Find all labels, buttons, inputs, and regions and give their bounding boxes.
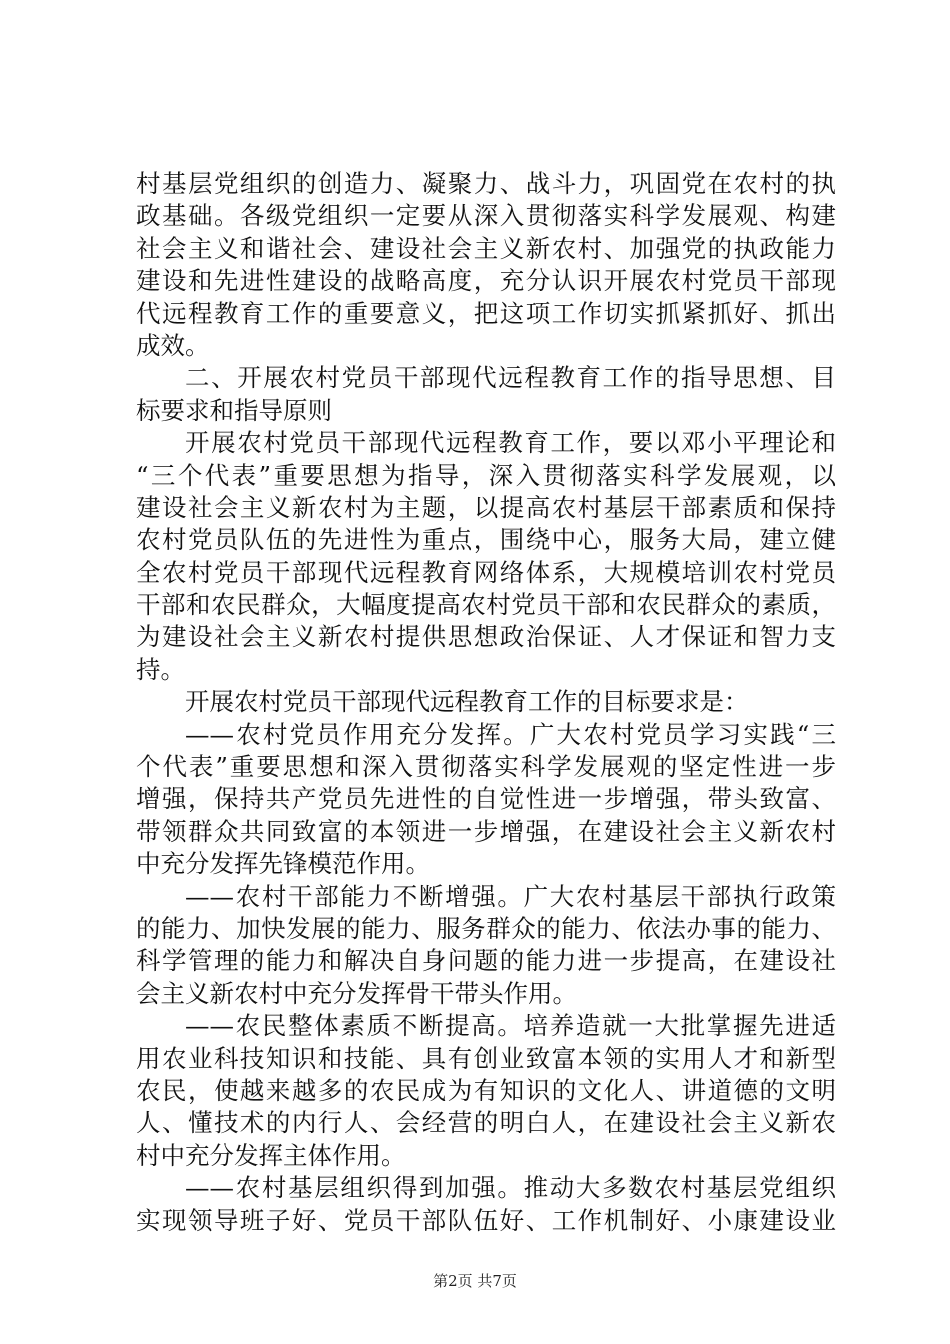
text-line: ——农村基层组织得到加强。推动大多数农村基层党组织 <box>185 1173 836 1203</box>
text-line: 开展农村党员干部现代远程教育工作的目标要求是： <box>185 687 749 717</box>
text-line: 代远程教育工作的重要意义，把这项工作切实抓紧抓好、抓出 <box>136 298 836 328</box>
text-line: 开展农村党员干部现代远程教育工作，要以邓小平理论和 <box>185 428 836 458</box>
text-line: 干部和农民群众，大幅度提高农村党员干部和农民群众的素质， <box>136 590 836 620</box>
text-line: 中充分发挥先锋模范作用。 <box>136 849 430 879</box>
text-line: 增强，保持共产党员先进性的自觉性进一步增强，带头致富、 <box>136 784 836 814</box>
text-line: 社会主义和谐社会、建设社会主义新农村、加强党的执政能力 <box>136 233 836 263</box>
text-line: 村基层党组织的创造力、凝聚力、战斗力，巩固党在农村的执 <box>136 169 836 198</box>
text-line: 村中充分发挥主体作用。 <box>136 1140 406 1170</box>
text-line: 全农村党员干部现代远程教育网络体系，大规模培训农村党员 <box>136 557 836 587</box>
text-line: “三个代表”重要思想为指导，深入贯彻落实科学发展观，以 <box>136 460 836 490</box>
text-line: 标要求和指导原则 <box>136 395 332 425</box>
text-line: 实现领导班子好、党员干部队伍好、工作机制好、小康建设业 <box>136 1205 836 1235</box>
text-line: 科学管理的能力和解决自身问题的能力进一步提高，在建设社 <box>136 946 836 976</box>
page-number: 第2页 共7页 <box>433 1272 517 1290</box>
text-line: 农村党员队伍的先进性为重点，围绕中心，服务大局，建立健 <box>136 525 836 555</box>
text-line: ——农村党员作用充分发挥。广大农村党员学习实践“三 <box>185 719 836 749</box>
text-line: 会主义新农村中充分发挥骨干带头作用。 <box>136 978 577 1008</box>
text-line: 为建设社会主义新农村提供思想政治保证、人才保证和智力支 <box>136 622 836 652</box>
text-line: 持。 <box>136 654 185 684</box>
text-line: 人、懂技术的内行人、会经营的明白人，在建设社会主义新农 <box>136 1108 836 1138</box>
text-line: ——农村干部能力不断增强。广大农村基层干部执行政策 <box>185 881 836 911</box>
text-line: 用农业科技知识和技能、具有创业致富本领的实用人才和新型 <box>136 1043 836 1073</box>
text-line: 政基础。各级党组织一定要从深入贯彻落实科学发展观、构建 <box>136 201 836 231</box>
text-line: 农民，使越来越多的农民成为有知识的文化人、讲道德的文明 <box>136 1075 836 1105</box>
text-line: 个代表”重要思想和深入贯彻落实科学发展观的坚定性进一步 <box>136 752 836 782</box>
text-line: 带领群众共同致富的本领进一步增强，在建设社会主义新农村 <box>136 816 836 846</box>
text-line: 成效。 <box>136 330 210 360</box>
document-body <box>136 168 836 1237</box>
text-line: 二、开展农村党员干部现代远程教育工作的指导思想、目 <box>185 363 836 393</box>
text-line: 的能力、加快发展的能力、服务群众的能力、依法办事的能力、 <box>136 913 836 943</box>
text-line: ——农民整体素质不断提高。培养造就一大批掌握先进适 <box>185 1011 836 1041</box>
text-line: 建设和先进性建设的战略高度，充分认识开展农村党员干部现 <box>136 266 836 296</box>
text-line: 建设社会主义新农村为主题，以提高农村基层干部素质和保持 <box>136 492 836 522</box>
